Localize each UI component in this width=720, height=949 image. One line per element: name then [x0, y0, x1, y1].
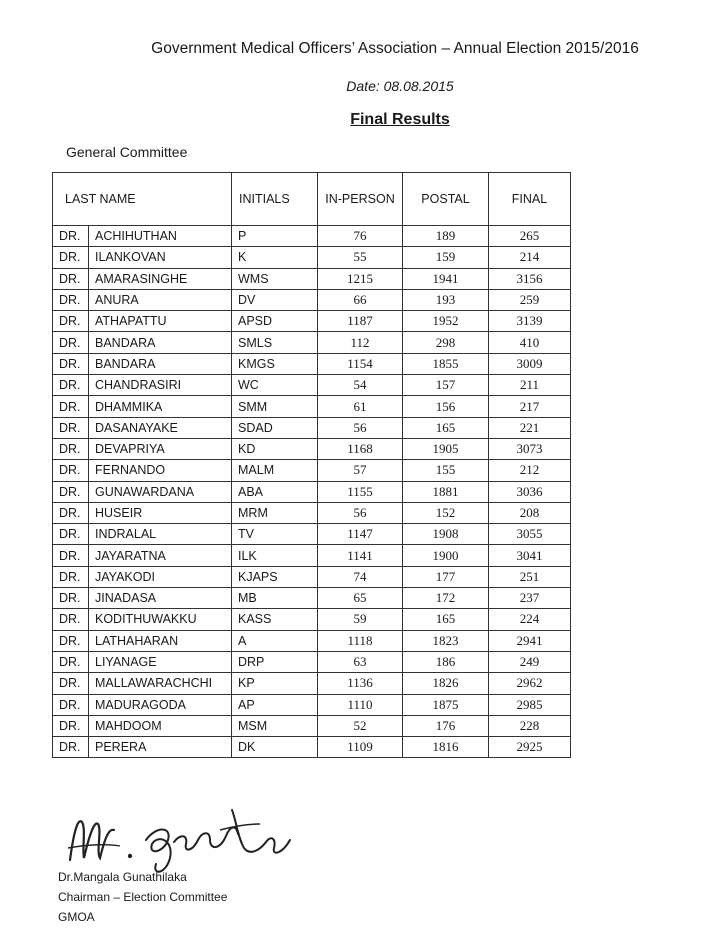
cell-last-name: LATHAHARAN [89, 630, 232, 651]
cell-prefix: DR. [53, 715, 89, 736]
cell-in-person: 1215 [318, 268, 403, 289]
cell-postal: 186 [403, 651, 489, 672]
cell-in-person: 76 [318, 226, 403, 247]
cell-prefix: DR. [53, 332, 89, 353]
cell-last-name: JINADASA [89, 588, 232, 609]
cell-postal: 1823 [403, 630, 489, 651]
cell-initials: K [232, 247, 318, 268]
cell-last-name: DEVAPRIYA [89, 438, 232, 459]
cell-in-person: 63 [318, 651, 403, 672]
cell-prefix: DR. [53, 481, 89, 502]
column-header-initials: INITIALS [232, 173, 318, 226]
cell-postal: 1826 [403, 673, 489, 694]
cell-in-person: 1154 [318, 353, 403, 374]
cell-postal: 1908 [403, 524, 489, 545]
cell-initials: SMLS [232, 332, 318, 353]
cell-last-name: ATHAPATTU [89, 311, 232, 332]
table-row [53, 481, 571, 502]
cell-prefix: DR. [53, 694, 89, 715]
cell-initials: ILK [232, 545, 318, 566]
cell-last-name: MALLAWARACHCHI [89, 673, 232, 694]
table-row [53, 545, 571, 566]
cell-postal: 156 [403, 396, 489, 417]
results-table-body [53, 226, 571, 758]
cell-last-name: ILANKOVAN [89, 247, 232, 268]
cell-prefix: DR. [53, 268, 89, 289]
cell-prefix: DR. [53, 524, 89, 545]
cell-prefix: DR. [53, 289, 89, 310]
cell-in-person: 55 [318, 247, 403, 268]
cell-final: 3055 [489, 524, 571, 545]
cell-last-name: DHAMMIKA [89, 396, 232, 417]
cell-last-name: KODITHUWAKKU [89, 609, 232, 630]
cell-prefix: DR. [53, 673, 89, 694]
results-heading: Final Results [350, 111, 450, 128]
cell-final: 2962 [489, 673, 571, 694]
document-title: Government Medical Officers’ Association – Annual Election 2015/2016 [151, 40, 639, 57]
cell-final: 265 [489, 226, 571, 247]
column-header-last-name: LAST NAME [53, 173, 232, 226]
cell-last-name: CHANDRASIRI [89, 375, 232, 396]
table-row [53, 609, 571, 630]
cell-last-name: LIYANAGE [89, 651, 232, 672]
column-header-in-person: IN-PERSON [318, 173, 403, 226]
cell-initials: SDAD [232, 417, 318, 438]
cell-postal: 1816 [403, 737, 489, 758]
table-row [53, 524, 571, 545]
cell-final: 221 [489, 417, 571, 438]
table-row [53, 566, 571, 587]
table-row [53, 311, 571, 332]
cell-initials: WC [232, 375, 318, 396]
table-row [53, 651, 571, 672]
cell-final: 3139 [489, 311, 571, 332]
cell-initials: KD [232, 438, 318, 459]
cell-final: 3073 [489, 438, 571, 459]
cell-initials: DK [232, 737, 318, 758]
cell-in-person: 1141 [318, 545, 403, 566]
committee-subheading: General Committee [66, 144, 188, 160]
cell-last-name: DASANAYAKE [89, 417, 232, 438]
cell-postal: 1905 [403, 438, 489, 459]
table-row [53, 226, 571, 247]
cell-final: 2985 [489, 694, 571, 715]
cell-final: 410 [489, 332, 571, 353]
cell-initials: MALM [232, 460, 318, 481]
table-row [53, 375, 571, 396]
cell-initials: APSD [232, 311, 318, 332]
cell-in-person: 54 [318, 375, 403, 396]
cell-postal: 152 [403, 502, 489, 523]
column-header-final: FINAL [489, 173, 571, 226]
cell-final: 211 [489, 375, 571, 396]
signature-mark [60, 800, 300, 880]
cell-initials: DV [232, 289, 318, 310]
table-row [53, 268, 571, 289]
cell-final: 259 [489, 289, 571, 310]
cell-initials: WMS [232, 268, 318, 289]
cell-in-person: 1168 [318, 438, 403, 459]
cell-postal: 1875 [403, 694, 489, 715]
cell-postal: 1881 [403, 481, 489, 502]
cell-prefix: DR. [53, 566, 89, 587]
cell-last-name: ACHIHUTHAN [89, 226, 232, 247]
cell-last-name: PERERA [89, 737, 232, 758]
cell-final: 3036 [489, 481, 571, 502]
cell-last-name: JAYAKODI [89, 566, 232, 587]
cell-prefix: DR. [53, 311, 89, 332]
cell-last-name: ANURA [89, 289, 232, 310]
cell-final: 217 [489, 396, 571, 417]
table-row [53, 673, 571, 694]
cell-last-name: MAHDOOM [89, 715, 232, 736]
cell-last-name: AMARASINGHE [89, 268, 232, 289]
document-date: Date: 08.08.2015 [346, 78, 454, 94]
cell-in-person: 74 [318, 566, 403, 587]
table-row [53, 396, 571, 417]
table-row [53, 438, 571, 459]
cell-postal: 159 [403, 247, 489, 268]
cell-initials: TV [232, 524, 318, 545]
cell-final: 3041 [489, 545, 571, 566]
cell-initials: MRM [232, 502, 318, 523]
cell-final: 228 [489, 715, 571, 736]
cell-in-person: 57 [318, 460, 403, 481]
cell-in-person: 65 [318, 588, 403, 609]
table-header-row [53, 173, 571, 226]
table-row [53, 694, 571, 715]
cell-in-person: 112 [318, 332, 403, 353]
cell-prefix: DR. [53, 438, 89, 459]
cell-postal: 165 [403, 609, 489, 630]
cell-prefix: DR. [53, 226, 89, 247]
cell-final: 214 [489, 247, 571, 268]
cell-prefix: DR. [53, 588, 89, 609]
cell-initials: KP [232, 673, 318, 694]
signatory-name: Dr.Mangala Gunathilaka [58, 870, 187, 884]
cell-initials: AP [232, 694, 318, 715]
cell-last-name: MADURAGODA [89, 694, 232, 715]
cell-postal: 157 [403, 375, 489, 396]
cell-prefix: DR. [53, 247, 89, 268]
cell-postal: 176 [403, 715, 489, 736]
cell-prefix: DR. [53, 375, 89, 396]
cell-prefix: DR. [53, 396, 89, 417]
cell-prefix: DR. [53, 651, 89, 672]
cell-prefix: DR. [53, 502, 89, 523]
cell-last-name: BANDARA [89, 353, 232, 374]
cell-postal: 165 [403, 417, 489, 438]
cell-postal: 1900 [403, 545, 489, 566]
cell-prefix: DR. [53, 630, 89, 651]
cell-postal: 1855 [403, 353, 489, 374]
cell-in-person: 1136 [318, 673, 403, 694]
cell-final: 2941 [489, 630, 571, 651]
cell-postal: 193 [403, 289, 489, 310]
cell-final: 224 [489, 609, 571, 630]
cell-initials: KASS [232, 609, 318, 630]
cell-last-name: BANDARA [89, 332, 232, 353]
cell-in-person: 1147 [318, 524, 403, 545]
table-row [53, 247, 571, 268]
signatory-role: Chairman – Election Committee [58, 890, 228, 904]
table-row [53, 417, 571, 438]
cell-postal: 172 [403, 588, 489, 609]
cell-in-person: 59 [318, 609, 403, 630]
cell-final: 208 [489, 502, 571, 523]
cell-initials: KMGS [232, 353, 318, 374]
cell-in-person: 56 [318, 417, 403, 438]
column-header-postal: POSTAL [403, 173, 489, 226]
cell-in-person: 1118 [318, 630, 403, 651]
cell-prefix: DR. [53, 737, 89, 758]
cell-in-person: 56 [318, 502, 403, 523]
cell-in-person: 66 [318, 289, 403, 310]
cell-in-person: 1109 [318, 737, 403, 758]
cell-last-name: INDRALAL [89, 524, 232, 545]
cell-initials: ABA [232, 481, 318, 502]
cell-initials: SMM [232, 396, 318, 417]
cell-in-person: 1110 [318, 694, 403, 715]
cell-last-name: GUNAWARDANA [89, 481, 232, 502]
cell-prefix: DR. [53, 545, 89, 566]
cell-prefix: DR. [53, 609, 89, 630]
table-row [53, 332, 571, 353]
cell-prefix: DR. [53, 353, 89, 374]
cell-initials: MB [232, 588, 318, 609]
cell-final: 3009 [489, 353, 571, 374]
cell-final: 237 [489, 588, 571, 609]
cell-final: 2925 [489, 737, 571, 758]
cell-initials: KJAPS [232, 566, 318, 587]
results-table [52, 172, 571, 758]
cell-postal: 189 [403, 226, 489, 247]
table-row [53, 502, 571, 523]
table-row [53, 289, 571, 310]
cell-last-name: FERNANDO [89, 460, 232, 481]
cell-initials: MSM [232, 715, 318, 736]
cell-prefix: DR. [53, 460, 89, 481]
cell-initials: DRP [232, 651, 318, 672]
cell-initials: P [232, 226, 318, 247]
cell-in-person: 1155 [318, 481, 403, 502]
cell-final: 251 [489, 566, 571, 587]
cell-prefix: DR. [53, 417, 89, 438]
cell-final: 249 [489, 651, 571, 672]
cell-last-name: HUSEIR [89, 502, 232, 523]
cell-final: 212 [489, 460, 571, 481]
cell-in-person: 52 [318, 715, 403, 736]
table-row [53, 737, 571, 758]
cell-in-person: 1187 [318, 311, 403, 332]
table-row [53, 353, 571, 374]
table-row [53, 715, 571, 736]
cell-postal: 298 [403, 332, 489, 353]
table-row [53, 588, 571, 609]
signatory-organization: GMOA [58, 910, 95, 924]
table-row [53, 630, 571, 651]
cell-initials: A [232, 630, 318, 651]
cell-in-person: 61 [318, 396, 403, 417]
cell-postal: 155 [403, 460, 489, 481]
table-row [53, 460, 571, 481]
cell-postal: 177 [403, 566, 489, 587]
cell-final: 3156 [489, 268, 571, 289]
cell-last-name: JAYARATNA [89, 545, 232, 566]
cell-postal: 1941 [403, 268, 489, 289]
cell-postal: 1952 [403, 311, 489, 332]
